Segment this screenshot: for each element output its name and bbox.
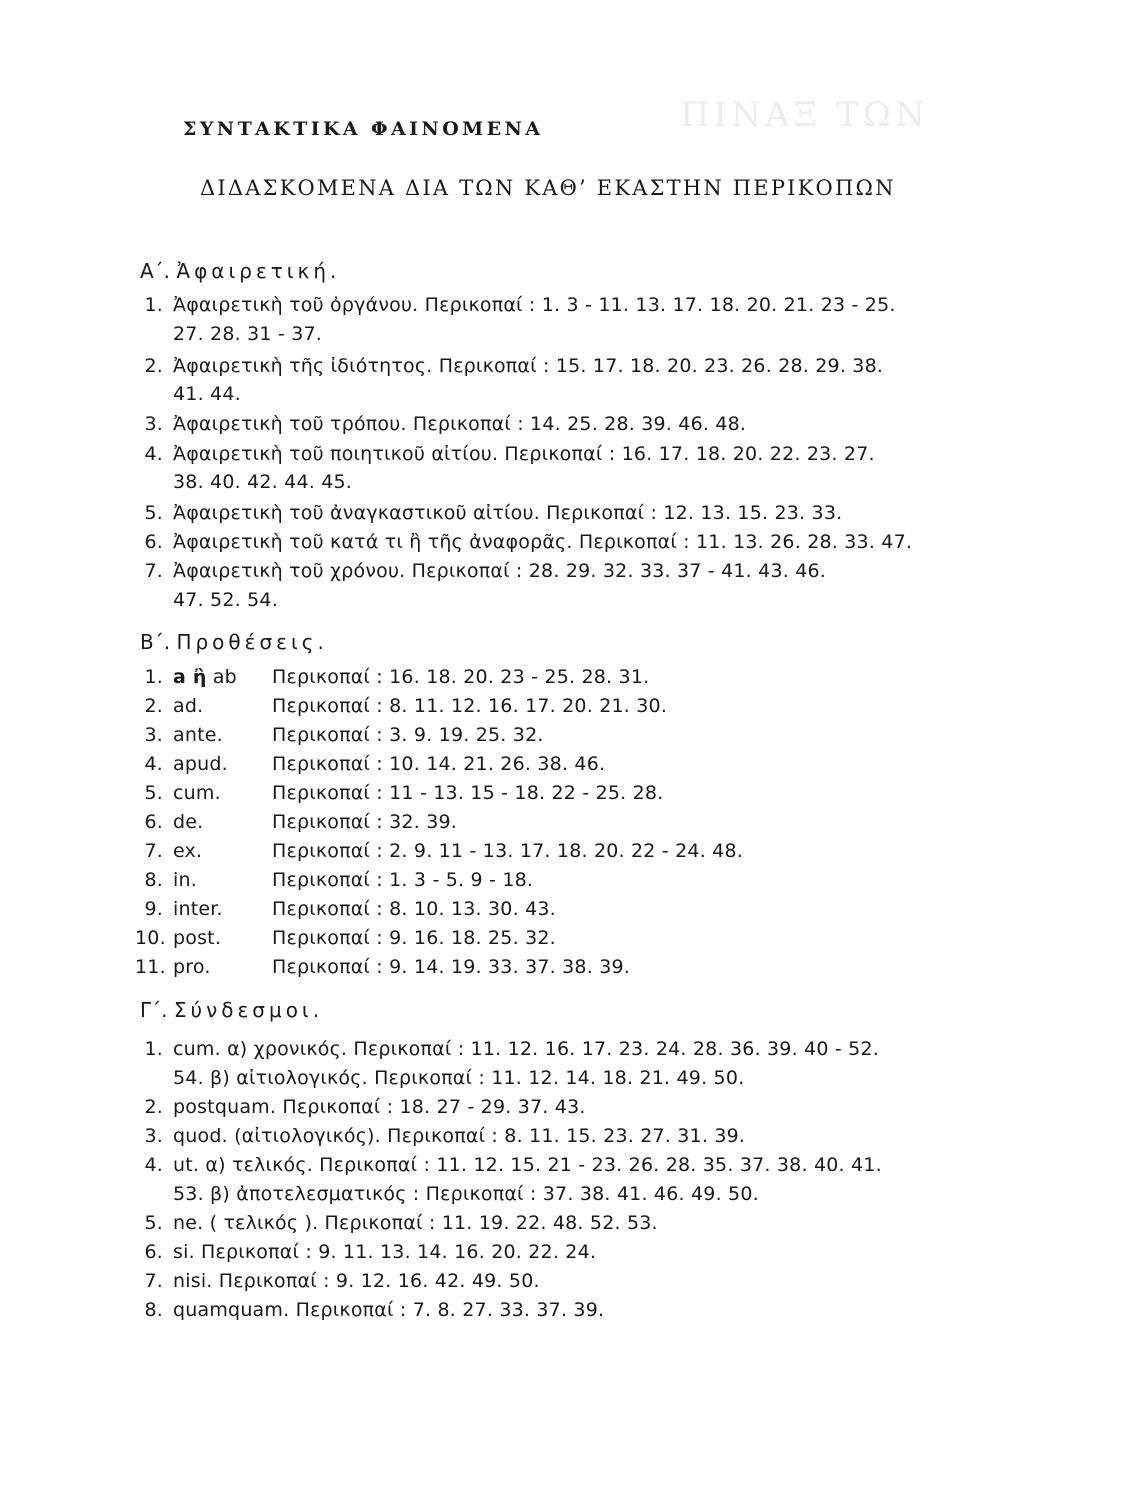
list-item-continuation: 53. β) ἀποτελεσματικός : Περικοπαί : 37. 38. 41. 46. 49. 50. (173, 1183, 759, 1205)
section-label: Ἀφαιρετική. (176, 259, 341, 283)
list-item-continuation: 38. 40. 42. 44. 45. (173, 471, 353, 493)
section-letter: Α΄. (140, 259, 171, 283)
section-letter: Β΄. (140, 630, 171, 654)
section-label: Σύνδεσμοι. (173, 998, 324, 1022)
page-subtitle: ΔΙΔΑΣΚΟΜΕΝΑ ΔΙΑ ΤΩΝ ΚΑΘ’ ΕΚΑΣΤΗΝ ΠΕΡΙΚΟΠΩΝ (200, 176, 896, 200)
show-through-text: ΠΙΝΑΞ ΤΩΝ (680, 95, 929, 135)
list-item-continuation: 54. β) αἰτιολογικός. Περικοπαί : 11. 12. 14. 18. 21. 49. 50. (173, 1067, 745, 1089)
section-b-heading (140, 630, 328, 654)
section-a-heading (140, 259, 340, 283)
document-page: ΠΙΝΑΞ ΤΩΝ ΣΥΝΤΑΚΤΙΚΑ ΦΑΙΝΟΜΕΝΑ ΔΙΔΑΣΚΟΜΕΝΑ ΔΙΑ ΤΩΝ ΚΑΘ’ ΕΚΑΣΤΗΝ ΠΕΡΙΚΟΠΩΝ Α΄. Ἀφαιρετική. 1. Ἀφαιρετικὴ τοῦ ὀργάνου. Περικοπαί : 1. 3 - 11. 13. 17. 18. 20. 21. 23 - 25. 27. 28. 31 - 37. 2. Ἀφαιρετικὴ τῆς ἰδιότητος. Περικοπαί : 15. 17. 18. 20. 23. 26. 28. 29. 38. 41. 44. 3. Ἀφαιρετικὴ τοῦ τρόπου. Περικοπαί : 14. 25. 28. 39. 46. 48. 4. Ἀφαιρετικὴ τοῦ ποιητικοῦ αἰτίου. Περικοπαί : 16. 17. 18. 20. 22. 23. 27. 38. 40. 42. 44. 45. 5. Ἀφαιρετικὴ τοῦ ἀναγκαστικοῦ αἰτίου. Περικοπαί : 12. 13. 15. 23. 33. 6. Ἀφαιρετικὴ τοῦ κατά τι ἢ τῆς ἀναφορᾶς. Περικοπαί : 11. 13. 26. 28. 33. 47. 7. Ἀφαιρετικὴ τοῦ χρόνου. Περικοπαί : 28. 29. 32. 33. 37 - 41. 43. 46. 47. 52. 54. Β΄. Προθέσεις. 1. a ἢ ab Περικοπαί : 16. 18. 20. 23 - 25. 28. 31. 2. ad. Περικοπαί : 8. 11. 12. 16. 17. 20. 21. 30. 3. ante. Περικοπαί : 3. 9. 19. 25. 32. 4. apud. Περικοπαί : 10. 14. 21. 26. 38. 46. 5. cum. Περικοπαί : 11 - 13. 15 - 18. 22 - 25. 28. 6. de. Περικοπαί : 32. 39. 7. ex. Περικοπαί : 2. 9. 11 - 13. 17. 18. 20. 22 - 24. 48. 8. in. Περικοπαί : 1. 3 - 5. 9 - 18. 9. inter. Περικοπαί : 8. 10. 13. 30. 43. 10. post. Περικοπαί : 9. 16. 18. 25. 32. 11. pro. Περικοπαί : 9. 14. 19. 33. 37. 38. 39. Γ΄. Σύνδεσμοι. 1. cum. α) χρονικός. Περικοπαί : 11. 12. 16. 17. 23. 24. 28. 36. 39. 40 - 52. 54. β) αἰτιολογικός. Περικοπαί : 11. 12. 14. 18. 21. 49. 50. 2. postquam. Περικοπαί : 18. 27 - 29. 37. 43. 3. quod. (αἰτιολογικός). Περικοπαί : 8. 11. 15. 23. 27. 31. 39. 4. ut. α) τελικός. Περικοπαί : 11. 12. 15. 21 - 23. 26. 28. 35. 37. 38. 40. 41. 53. β) ἀποτελεσματικός : Περικοπαί : 37. 38. 41. 46. 49. 50. 5. ne. ( τελικός ). Περικοπαί : 11. 19. 22. 48. 52. 53. 6. si. Περικοπαί : 9. 11. 13. 14. 16. 20. 22. 24. 7. nisi. Περικοπαί : 9. 12. 16. 42. 49. 50. 8. quamquam. Περικοπαί : 7. 8. 27. 33. 37. 39. (135, 95, 929, 1321)
section-label: Προθέσεις. (176, 630, 328, 654)
page-title: ΣΥΝΤΑΚΤΙΚΑ ΦΑΙΝΟΜΕΝΑ (183, 118, 544, 140)
section-c-heading (140, 998, 323, 1022)
list-item-continuation: 41. 44. (173, 383, 241, 405)
list-item-continuation: 47. 52. 54. (173, 589, 278, 611)
section-letter: Γ΄. (140, 998, 168, 1022)
list-item-continuation: 27. 28. 31 - 37. (173, 323, 323, 345)
